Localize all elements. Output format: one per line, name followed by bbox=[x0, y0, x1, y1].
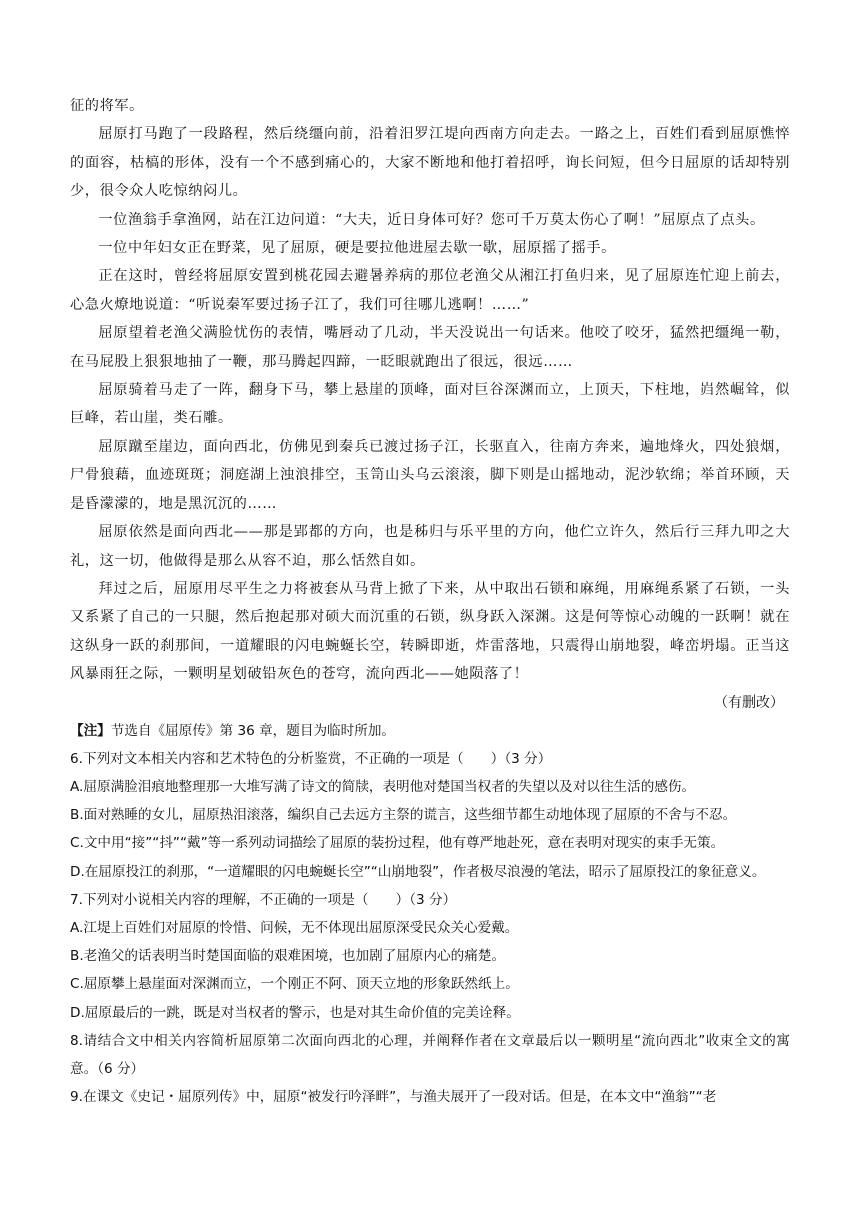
story-passage bbox=[70, 92, 790, 689]
source-note: （有删改） bbox=[714, 694, 784, 711]
paragraph: 屈原依然是面向西北——那是郢都的方向，也是秭归与乐平里的方向，他伫立许久，然后行三拜九叩之大礼，这一切，他做得是那么从容不迫，那么恬然自如。 bbox=[70, 524, 790, 569]
document-page bbox=[70, 92, 790, 1111]
paragraph: 屈原骑着马走了一阵，翻身下马，攀上悬崖的顶峰，面对巨谷深渊而立，上顶天，下柱地，岿然崛耸，似巨峰，若山崖，类石雕。 bbox=[70, 382, 790, 427]
paragraph: 拜过之后，屈原用尽平生之力将被套从马背上掀了下来，从中取出石锁和麻绳，用麻绳系紧了石锁，一头又系紧了自己的一只腿，然后抱起那对硕大而沉重的石锁，纵身跃入深渊。这是何等惊心动魄的一跃啊！就在这纵身一跃的刹那间，一道耀眼的闪电蜿蜒长空，转瞬即逝，炸雷落地，只震得山崩地裂，峰峦坍塌。正当这风暴雨狂之际，一颗明星划破铅灰色的苍穹，流向西北——她陨落了！ bbox=[70, 580, 790, 683]
question-9: 9.在课文《史记・屈原列传》中，屈原“被发行吟泽畔”，与渔夫展开了一段对话。但是，在本文中“渔翁”“老 bbox=[70, 1089, 717, 1106]
paragraph: 屈原蹴至崖边，面向西北，仿佛见到秦兵已渡过扬子江，长驱直入，往南方奔来，遍地烽火，四处狼烟，尸骨狼藉，血迹斑斑；洞庭湖上浊浪排空，玉笥山头乌云滚滚，脚下则是山摇地动，泥沙软绵；举首环顾，天是昏濛濛的，地是黑沉沉的…… bbox=[70, 438, 790, 512]
question-7-option-d: D.屈原最后的一跳，既是对当权者的警示，也是对其生命价值的完美诠释。 bbox=[70, 1004, 520, 1021]
question-7-option-a: A.江堤上百姓们对屈原的怜惜、问候，无不体现出屈原深受民众关心爱戴。 bbox=[70, 919, 519, 936]
paragraph: 一位渔翁手拿渔网，站在江边问道：“大夫，近日身体可好？您可千万莫太伤心了啊！”屈原点了点头。 bbox=[98, 211, 765, 228]
note-text: 节选自《屈原传》第 36 章，题目为临时所加。 bbox=[110, 722, 396, 739]
paragraph: 一位中年妇女正在野菜，见了屈原，硬是要拉他进屋去歇一歇，屈原摇了摇手。 bbox=[98, 240, 616, 257]
question-6-option-c: C.文中用“接”“抖”“戴”等一系列动词描绘了屈原的装扮过程，他有尊严地赴死，意在表明对现实的束手无策。 bbox=[70, 835, 725, 852]
paragraph: 正在这时，曾经将屈原安置到桃花园去避暑养病的那位老渔父从湘江打鱼归来，见了屈原连忙迎上前去，心急火燎地说道：“听说秦军要过扬子江了，我们可往哪儿逃啊！……” bbox=[70, 268, 790, 313]
questions-section bbox=[70, 717, 790, 1112]
paragraph: 屈原望着老渔父满脸忧伤的表情，嘴唇动了几动，半天没说出一句话来。他咬了咬牙，猛然把缰绳一勒，在马屁股上狠狠地抽了一鞭，那马腾起四蹄，一眨眼就跑出了很远，很远…… bbox=[70, 325, 790, 370]
question-7-option-b: B.老渔父的话表明当时楚国面临的艰难困境，也加剧了屈原内心的痛楚。 bbox=[70, 948, 506, 965]
question-6-option-d: D.在屈原投江的刹那，“一道耀眼的闪电蜿蜒长空”“山崩地裂”，作者极尽浪漫的笔法，昭示了屈原投江的象征意义。 bbox=[70, 863, 766, 880]
question-6-option-a: A.屈原满脸泪痕地整理那一大堆写满了诗文的简牍，表明他对楚国当权者的失望以及对以往生活的感伤。 bbox=[70, 778, 696, 795]
question-8: 8.请结合文中相关内容简析屈原第二次面向西北的心理，并阐释作者在文章最后以一颗明星“流向西北”收束全文的寓意。（6 分） bbox=[70, 1032, 790, 1077]
note-label: 【注】 bbox=[70, 722, 111, 739]
question-7-option-c: C.屈原攀上悬崖面对深渊而立，一个刚正不阿、顶天立地的形象跃然纸上。 bbox=[70, 976, 519, 993]
paragraph: 征的将军。 bbox=[70, 98, 144, 114]
question-7-stem: 7.下列对小说相关内容的理解，不正确的一项是（ ）（3 分） bbox=[70, 891, 457, 908]
annotation-note bbox=[70, 717, 790, 745]
question-6-stem: 6.下列对文本相关内容和艺术特色的分析鉴赏，不正确的一项是（ ）（3 分） bbox=[70, 750, 552, 767]
question-6-option-b: B.面对熟睡的女儿，屈原热泪滚落，编织自己去远方主祭的谎言，这些细节都生动地体现了屈原的不舍与不忍。 bbox=[70, 807, 737, 824]
paragraph: 屈原打马跑了一段路程，然后绕缰向前，沿着汨罗江堤向西南方向走去。一路之上，百姓们看到屈原憔悴的面容，枯槁的形体，没有一个不感到痛心的，大家不断地和他打着招呼，询长问短，但今日屈原的话却特别少，很令众人吃惊纳闷儿。 bbox=[70, 126, 790, 200]
